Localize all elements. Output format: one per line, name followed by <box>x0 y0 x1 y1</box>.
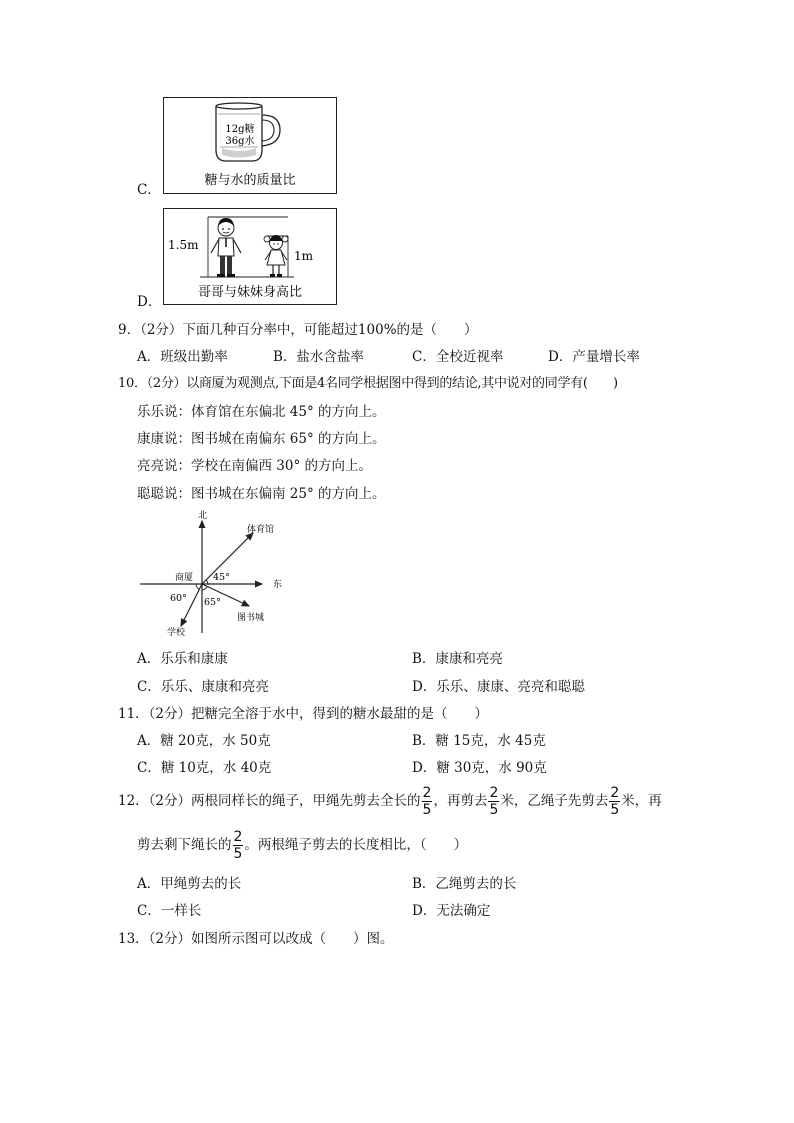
q11-option-c[interactable]: C．糖 10克，水 40克 <box>137 760 272 776</box>
fraction-denominator: 5 <box>422 802 432 818</box>
cup-illustration <box>164 98 336 193</box>
fraction-denominator: 5 <box>233 846 243 862</box>
fraction-numerator: 2 <box>610 785 620 801</box>
q12-text-4: 米，再 <box>621 793 662 809</box>
cup-water-label: 36g水 <box>225 136 255 147</box>
q12-option-b[interactable]: B．乙绳剪去的长 <box>412 876 517 892</box>
q10-statement-congcong: 聪聪说：图书城在东偏南 25° 的方向上。 <box>137 486 386 502</box>
q9-option-a[interactable]: A．班级出勤率 <box>137 349 228 365</box>
q12-text-6: 。两根绳子剪去的长度相比，（ ） <box>244 837 468 853</box>
fraction-denominator: 5 <box>489 802 499 818</box>
option-d-letter: D． <box>137 294 162 310</box>
q11-option-b[interactable]: B．糖 15克，水 45克 <box>412 733 546 749</box>
q12-stem-line2 <box>137 830 467 861</box>
q10-option-b[interactable]: B．康康和亮亮 <box>412 651 503 667</box>
fraction-two-fifths <box>488 786 499 817</box>
sister-figure <box>264 235 288 277</box>
angle-60-label: 60° <box>170 593 187 604</box>
q11-option-a[interactable]: A．糖 20克，水 50克 <box>137 733 271 749</box>
q13-stem: 13．（2分）如图所示图可以改成（ ）图。 <box>118 931 394 947</box>
brother-figure <box>211 218 241 277</box>
sugar-water-figure <box>163 97 337 194</box>
q12-text-5: 剪去剩下绳长的 <box>137 837 232 853</box>
figure-d-caption: 哥哥与妹妹身高比 <box>197 285 303 300</box>
fraction-numerator: 2 <box>422 785 432 801</box>
q12-stem-line1 <box>118 786 662 817</box>
angle-45-label: 45° <box>213 572 230 583</box>
fraction-two-fifths <box>609 786 620 817</box>
q11-stem: 11．（2分）把糖完全溶于水中，得到的糖水最甜的是（ ） <box>118 706 489 722</box>
q10-stem: 10．（2分）以商厦为观测点,下面是4名同学根据图中得到的结论,其中说对的同学有( ) <box>118 376 618 391</box>
height-ratio-figure <box>163 208 337 305</box>
q10-statement-liangliang: 亮亮说：学校在南偏西 30° 的方向上。 <box>137 458 373 474</box>
q9-option-c[interactable]: C．全校近视率 <box>412 349 504 365</box>
center-label: 商厦 <box>175 573 194 583</box>
cup-sugar-label: 12g糖 <box>225 124 255 135</box>
q10-option-d[interactable]: D．乐乐、康康、亮亮和聪聪 <box>412 679 585 695</box>
fraction-numerator: 2 <box>233 829 243 845</box>
fraction-two-fifths <box>233 830 244 861</box>
figure-c-caption: 糖与水的质量比 <box>204 173 296 188</box>
short-height-label: 1m <box>294 249 314 263</box>
tall-height-label: 1.5m <box>168 238 199 252</box>
q12-option-d[interactable]: D．无法确定 <box>412 903 491 919</box>
q10-statement-lele: 乐乐说：体育馆在东偏北 45° 的方向上。 <box>137 404 386 420</box>
east-label: 东 <box>273 580 283 590</box>
q10-option-a[interactable]: A．乐乐和康康 <box>137 651 228 667</box>
fraction-denominator: 5 <box>610 802 620 818</box>
fraction-numerator: 2 <box>489 785 499 801</box>
q10-option-c[interactable]: C．乐乐、康康和亮亮 <box>137 679 269 695</box>
q10-statement-kangkang: 康康说：图书城在南偏东 65° 的方向上。 <box>137 431 386 447</box>
school-label: 学校 <box>167 628 186 638</box>
gym-label: 体育馆 <box>247 525 275 535</box>
angle-65-label: 65° <box>204 597 221 608</box>
q12-option-a[interactable]: A．甲绳剪去的长 <box>137 876 242 892</box>
q12-text-1: 12．（2分）两根同样长的绳子，甲绳先剪去全长的 <box>118 793 421 809</box>
q9-stem: 9．（2分）下面几种百分率中，可能超过100%的是（ ） <box>118 322 478 338</box>
direction-map <box>135 505 295 640</box>
q11-option-d[interactable]: D．糖 30克，水 90克 <box>412 760 547 776</box>
library-label: 图书城 <box>237 613 265 623</box>
q12-text-3: 米，乙绳子先剪去 <box>500 793 609 809</box>
north-label: 北 <box>198 511 208 521</box>
siblings-illustration <box>164 209 336 304</box>
option-c-letter: C． <box>137 182 161 198</box>
fraction-two-fifths <box>422 786 433 817</box>
q9-option-b[interactable]: B．盐水含盐率 <box>273 349 364 365</box>
q12-text-2: ，再剪去 <box>433 793 488 809</box>
q9-option-d[interactable]: D．产量增长率 <box>548 349 640 365</box>
q12-option-c[interactable]: C．一样长 <box>137 903 202 919</box>
